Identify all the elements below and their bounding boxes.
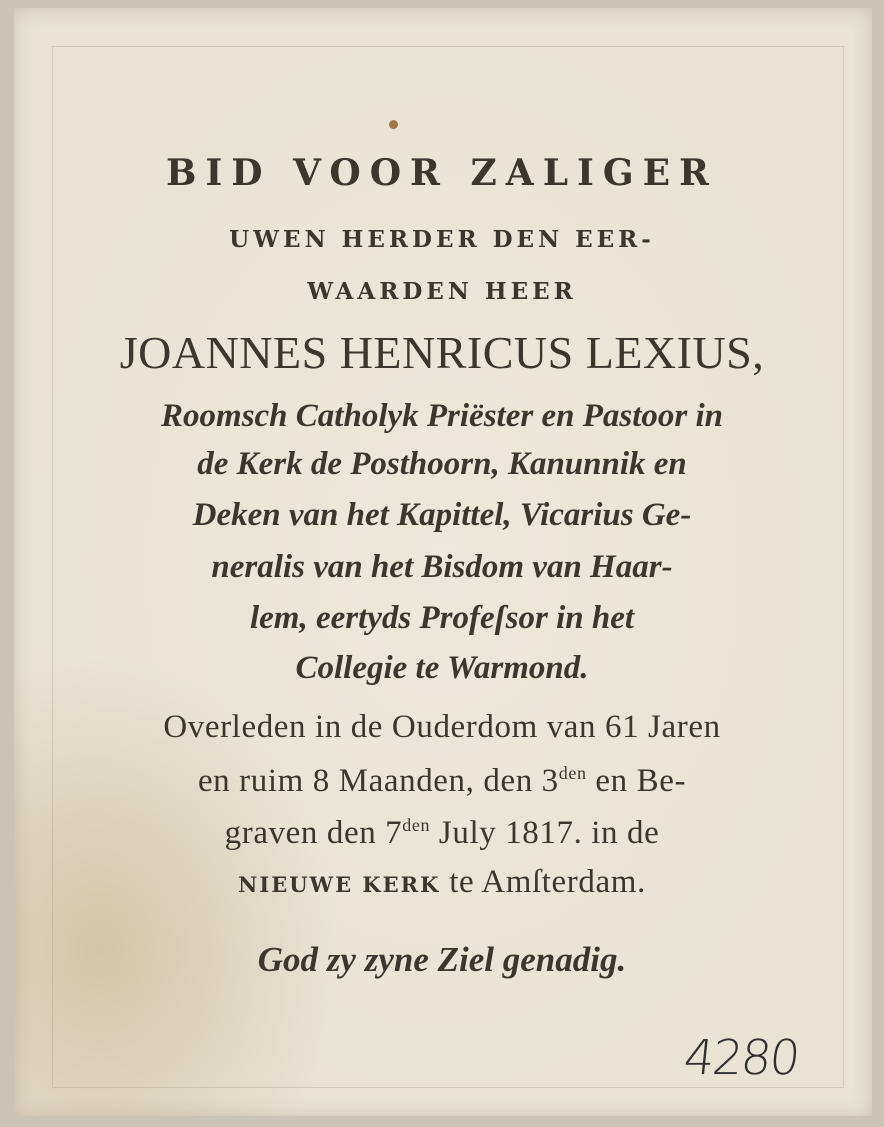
death-date-text-end: en Be-: [586, 763, 687, 799]
deceased-name: JOANNES HENRICUS LEXIUS,: [119, 327, 765, 378]
description-line: Roomsch Catholyk Priëster en Pastoor in: [161, 398, 723, 434]
card-heading: BID VOOR ZALIGER: [166, 152, 718, 194]
card-subheading-2: WAARDEN HEER: [307, 278, 577, 305]
burial-date-text-end: July 1817. in de: [430, 815, 660, 851]
inventory-number: 4280: [681, 1030, 802, 1086]
burial-place-line: [0, 864, 884, 901]
closing-prayer: God zy zyne Ziel genadig.: [257, 940, 627, 979]
burial-date-text: graven den 7: [224, 815, 403, 851]
description-line: de Kerk de Posthoorn, Kanunnik en: [197, 446, 687, 482]
description-line: neralis van het Bisdom van Haar-: [211, 549, 673, 585]
death-age-line: Overleden in de Ouderdom van 61 Jaren: [163, 709, 721, 745]
burial-date-line: [0, 815, 884, 852]
description-line: Deken van het Kapittel, Vicarius Ge-: [192, 497, 692, 533]
church-name: NIEUWE KERK: [238, 872, 441, 897]
death-date-text: en ruim 8 Maanden, den 3: [197, 763, 559, 799]
death-date-line: [0, 763, 884, 800]
ordinal-suffix: den: [558, 763, 587, 783]
paper-stain: [389, 120, 398, 129]
ordinal-suffix: den: [402, 815, 431, 835]
card-subheading-1: UWEN HERDER DEN EER-: [229, 226, 655, 253]
description-line: lem, eertyds Profeſsor in het: [249, 600, 635, 636]
burial-city: te Amſterdam.: [440, 864, 646, 900]
description-line: Collegie te Warmond.: [295, 650, 589, 686]
